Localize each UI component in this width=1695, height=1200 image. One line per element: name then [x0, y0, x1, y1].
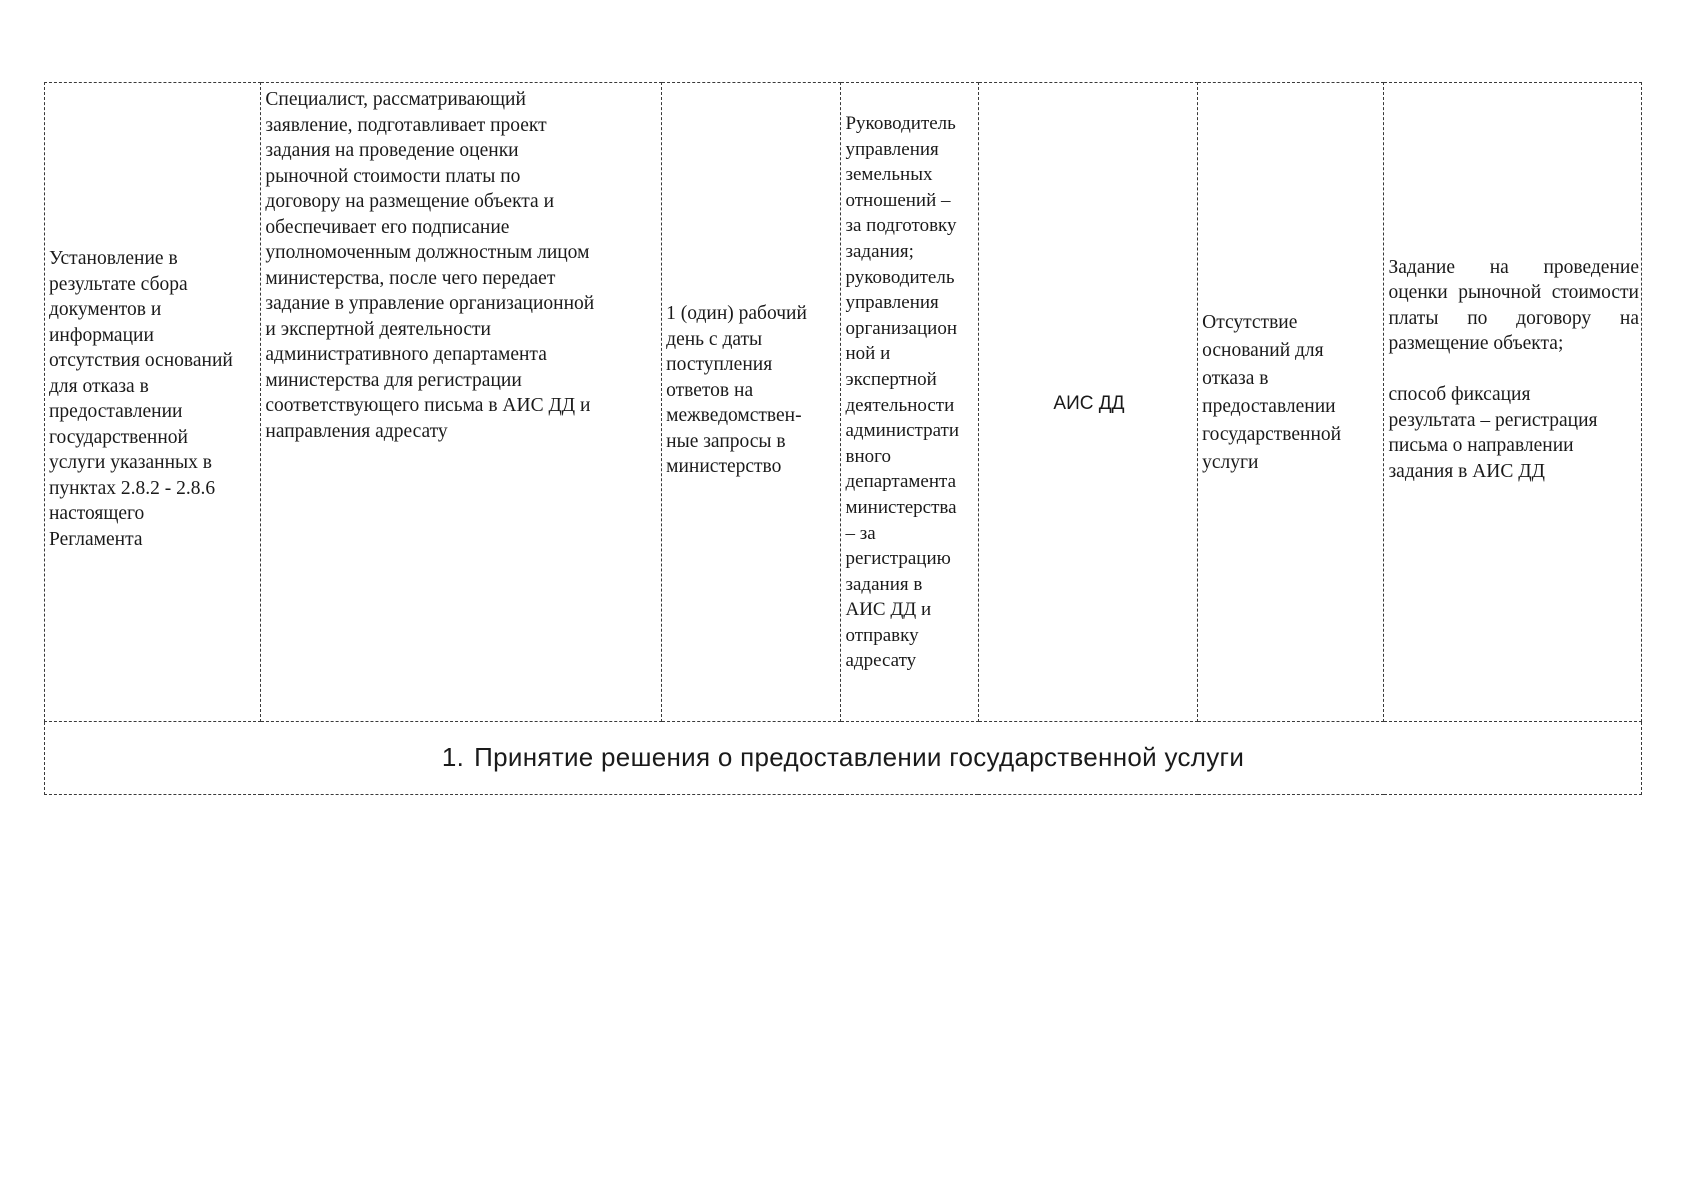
- action-text: Установление в результате сбора документов и информации отсутствия оснований для отказа в предоставлении государственной услуги указанных в пунктах 2.8.2 - 2.8.6 настоящего Регламента: [49, 248, 233, 550]
- stage-cell: [45, 722, 1642, 795]
- responsible-text: Руководитель управления земельных отношений – за подготовку задания; руководитель управления организацион ной и экспертной деятельности администрати вного департамента министерства – за регистрацию задания в АИС ДД и отправку адресату: [845, 113, 959, 672]
- regulation-table: [44, 82, 1642, 795]
- action-cell: [45, 83, 261, 722]
- result-block: [1384, 83, 1641, 510]
- stage-row: [45, 722, 1642, 795]
- criteria-cell: [1198, 83, 1384, 722]
- stage-number: 1.: [441, 742, 465, 773]
- table-row: [45, 83, 1642, 722]
- result-fixation-text: способ фиксация результата – регистрация письма о направлении задания в АИС ДД: [1388, 384, 1598, 482]
- content-text: Специалист, рассматривающий заявление, подготавливает проект задания на проведение оценки рыночной стоимости платы по договору на размещение объекта и обеспечивает его подписание уполномоченным должностным лицом министерства, после чего передает задание в управление организационной и экспертной деятельности административного департамента министерства для регистрации соответствующего письма в АИС ДД и направления адресату: [265, 89, 595, 442]
- responsible-cell: [841, 83, 978, 722]
- result-cell: [1384, 83, 1642, 722]
- result-task-text: Задание на проведение оценки рыночной стоимости платы по договору на размещение объекта;: [1388, 256, 1639, 354]
- deadline-cell: [662, 83, 841, 722]
- deadline-text: 1 (один) рабочий день с даты поступления ответов на межведомствен- ные запросы в министерство: [666, 303, 807, 477]
- system-text: АИС ДД: [1053, 393, 1125, 414]
- system-cell: [978, 83, 1197, 722]
- stage-title: Принятие решения о предоставлении государственной услуги: [474, 742, 1245, 773]
- criteria-text: Отсутствие оснований для отказа в предоставлении государственной услуги: [1202, 312, 1342, 473]
- content-cell: [261, 83, 662, 722]
